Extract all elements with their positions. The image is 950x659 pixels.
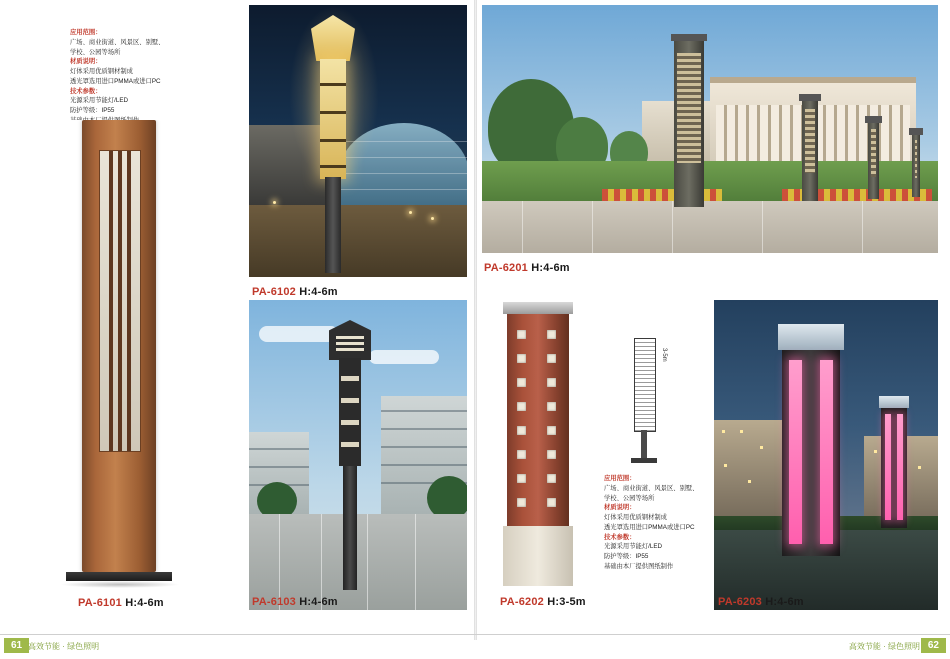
page-gutter — [474, 0, 477, 640]
caption-pa-6102 — [252, 286, 338, 298]
lamp-body-6203 — [782, 350, 840, 556]
spec-left-application-head: 应用范围： — [70, 29, 102, 36]
caption-code-pa-6203: PA-6203 — [718, 596, 762, 608]
caption-code-pa-6202: PA-6202 — [500, 596, 544, 608]
lamp-cap-6202 — [503, 302, 573, 314]
lamp-fixture-6102 — [311, 15, 355, 245]
caption-height-pa-6102: H:4-6m — [299, 286, 338, 298]
spec-block-right — [604, 474, 724, 572]
spec-right-material-line2: 透光罩选用进口PMMA或进口PC — [604, 523, 695, 531]
spec-left-material-head: 材质说明： — [70, 58, 102, 66]
lamp-column-6101 — [82, 120, 156, 572]
spec-right-material-head: 材质说明： — [604, 504, 636, 512]
lamp-body-6103 — [339, 358, 361, 466]
lamp-shadow-6101 — [60, 581, 180, 588]
lamp-pole-6102 — [325, 177, 341, 273]
lamp-fixture-6201-b — [802, 101, 818, 201]
spec-left-application-line2: 学校、公园等场所 — [70, 48, 121, 56]
spec-left-material-line2: 透光罩选用进口PMMA或进口PC — [70, 77, 161, 85]
spec-left-application-line1: 广场、商业街道、风景区、别墅、 — [70, 38, 165, 46]
product-image-pa-6103 — [249, 300, 467, 610]
footer-rule — [0, 634, 950, 635]
drawing-pole — [641, 430, 647, 460]
product-image-pa-6202 — [489, 300, 589, 600]
lamp-fixture-6203-main — [766, 324, 856, 574]
spec-left-tech-head: 技术参数： — [70, 87, 102, 95]
technical-drawing-6202 — [621, 338, 667, 464]
lamp-body-6102 — [320, 59, 346, 179]
lamp-diffuser-6101 — [99, 150, 141, 452]
drawing-base — [631, 458, 657, 463]
spec-right-tech-line1: 光源采用节能灯/LED — [604, 543, 663, 551]
lamp-cap-6203 — [778, 324, 844, 350]
spec-left-tech-line2: 防护等级：IP55 — [70, 107, 115, 114]
lamp-fixture-6203-b — [874, 396, 914, 546]
caption-height-pa-6202: H:3-5m — [547, 596, 586, 608]
caption-pa-6202 — [500, 596, 586, 608]
lamp-column-6202 — [507, 314, 569, 526]
caption-height-pa-6201: H:4-6m — [531, 262, 570, 274]
product-image-pa-6201 — [482, 5, 938, 253]
spec-left-material-line1: 灯体采用优质钢材制成 — [70, 68, 133, 75]
spec-right-application-line2: 学校、公园等场所 — [604, 494, 655, 502]
lamp-fixture-6201-c — [868, 123, 879, 199]
spec-left-tech-line1: 光源采用节能灯/LED — [70, 97, 129, 105]
caption-pa-6101 — [78, 597, 164, 609]
lamp-base-6202 — [503, 526, 573, 586]
product-image-pa-6102 — [249, 5, 467, 277]
drawing-body — [634, 338, 656, 432]
caption-pa-6103 — [252, 596, 338, 608]
spec-right-tech-line3: 基础由本厂提供图纸制作 — [604, 562, 674, 570]
lamp-head-6103 — [329, 320, 371, 360]
footer-slogan-right: 高效节能 · 绿色照明 — [848, 642, 920, 651]
spec-right-tech-line2: 防护等级：IP55 — [604, 553, 649, 560]
lamp-fixture-6103 — [327, 320, 373, 580]
caption-pa-6201 — [484, 262, 570, 274]
spec-right-application-line1: 广场、商业街道、风景区、别墅、 — [604, 484, 699, 492]
spec-block-left — [70, 28, 190, 126]
caption-height-pa-6101: H:4-6m — [125, 597, 164, 609]
pavement-6201 — [482, 201, 938, 253]
caption-height-pa-6103: H:4-6m — [299, 596, 338, 608]
flower-bed-6201-a — [602, 189, 722, 201]
caption-code-pa-6101: PA-6101 — [78, 597, 122, 609]
caption-code-pa-6201: PA-6201 — [484, 262, 528, 274]
lamp-pole-6103 — [343, 466, 357, 590]
lamp-head-6102 — [311, 15, 355, 61]
drawing-dimension-label: 3-5m — [661, 348, 667, 362]
caption-height-pa-6203: H:4-6m — [765, 596, 804, 608]
product-image-pa-6203 — [714, 300, 938, 610]
product-image-pa-6101 — [60, 120, 180, 590]
lamp-fixture-6201-d — [912, 135, 920, 197]
caption-pa-6203 — [718, 596, 804, 608]
caption-code-pa-6103: PA-6103 — [252, 596, 296, 608]
plaza-ground-6102 — [249, 205, 467, 277]
spec-right-application-head: 应用范围： — [604, 475, 636, 482]
page-number-right: 62 — [921, 638, 946, 653]
caption-code-pa-6102: PA-6102 — [252, 286, 296, 298]
spec-right-material-line1: 灯体采用优质钢材制成 — [604, 514, 667, 521]
footer-slogan-left: 高效节能 · 绿色照明 — [28, 642, 100, 651]
spec-right-tech-head: 技术参数： — [604, 533, 636, 541]
page-number-left: 61 — [4, 638, 29, 653]
lamp-fixture-6201-main — [674, 41, 704, 207]
lamp-base-6101 — [66, 572, 172, 581]
